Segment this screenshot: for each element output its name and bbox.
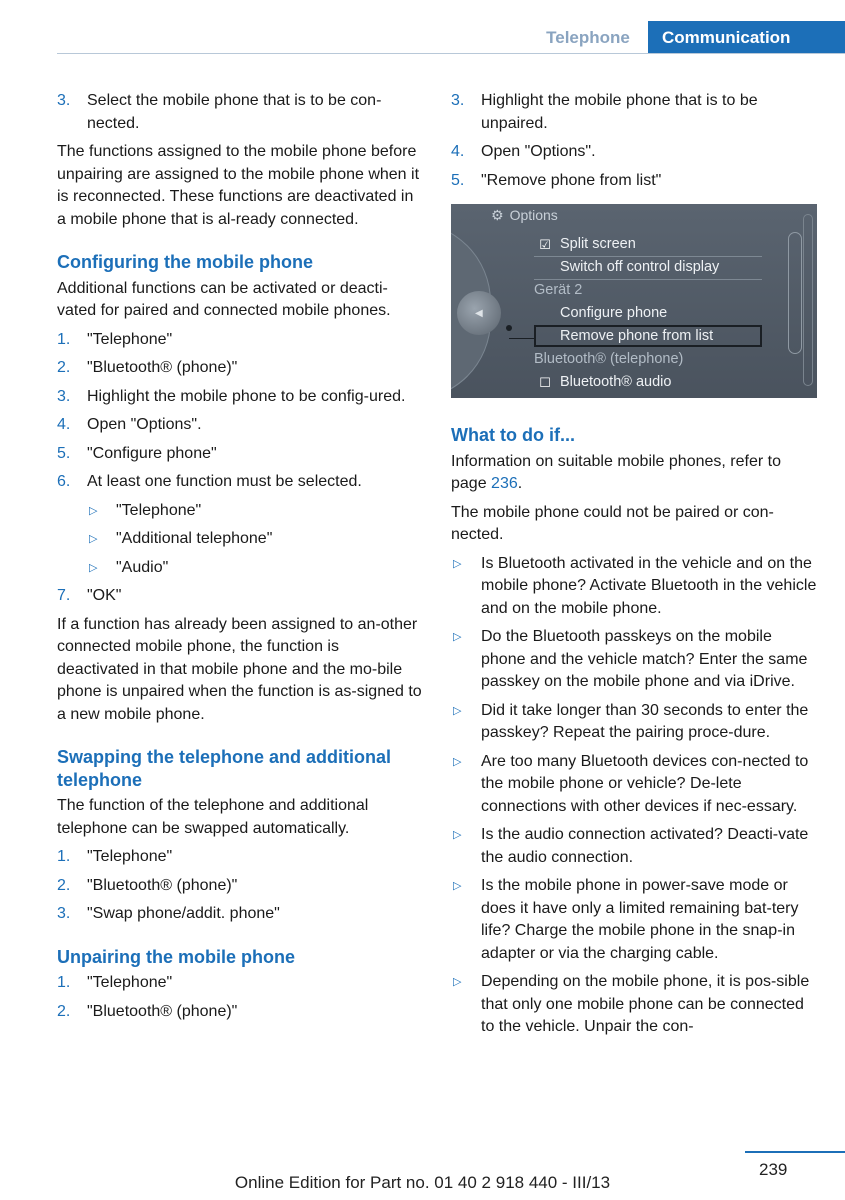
step-number: 6. (57, 473, 71, 490)
list-item (57, 585, 424, 608)
section-heading-unpair: Unpairing the mobile phone (57, 946, 295, 967)
options-icon: ⚙ (491, 207, 504, 223)
checkbox-checked-icon: ☑ (539, 237, 551, 252)
bullet-text: Is the mobile phone in power-save mode or does it have only a limited remaining bat-tery life? Charge the mobile phone in the snap-in adapter or via the charging cable. (481, 877, 799, 962)
section-heading-what-to-do: What to do if... (451, 425, 575, 445)
triangle-bullet-icon: ▷ (453, 631, 462, 643)
left-arrow-icon: ◀ (475, 308, 483, 319)
chapter-tab: Communication (648, 21, 845, 54)
step-text: Highlight the mobile phone to be config-ured. (87, 387, 406, 405)
triangle-bullet-icon: ▷ (453, 704, 462, 717)
step-number: 4. (57, 416, 71, 433)
paragraph: The functions assigned to the mobile phone before unpairing are assigned to the mobile phone when it is reconnected. These functions are deactivated in a mobile phone that is al-ready connected. (57, 143, 420, 228)
step-number: 1. (57, 974, 71, 991)
sub-item-text: "Additional telephone" (116, 530, 273, 547)
paragraph: Additional functions can be activated or deacti-vated for paired and connected mobile phones. (57, 279, 391, 319)
step-text: "Swap phone/addit. phone" (87, 905, 280, 922)
triangle-bullet-icon: ▷ (453, 976, 462, 988)
page-header (0, 0, 845, 60)
list-item (451, 553, 819, 621)
step-text: Select the mobile phone that is to be con-nected. (87, 92, 382, 132)
list-item (451, 626, 819, 694)
list-item (451, 141, 819, 164)
step-text: Open "Options". (87, 416, 202, 433)
paragraph: The function of the telephone and additional telephone can be swapped automatically. (57, 797, 369, 837)
step-text: At least one function must be selected. (87, 473, 362, 490)
list-item (57, 557, 424, 580)
section-heading-swap: Swapping the telephone and additional telephone (57, 747, 392, 790)
paragraph (451, 451, 819, 496)
bullet-text: Are too many Bluetooth devices con-nected to the mobile phone or vehicle? De-lete connections with other devices if nec-essary. (481, 752, 809, 815)
paragraph: The mobile phone could not be paired or con-nected. (451, 503, 774, 543)
step-text: Highlight the mobile phone that is to be unpaired. (481, 92, 758, 132)
list-item (57, 500, 424, 523)
step-text: Open "Options". (481, 143, 596, 160)
right-column (451, 90, 819, 1045)
step-text: "Bluetooth® (phone)" (87, 1002, 238, 1020)
menu-item-label: Bluetooth® audio (560, 374, 672, 390)
bullet-text: Is Bluetooth activated in the vehicle and on the mobile phone? Activate Bluetooth in the vehicle and on the mobile phone. (481, 554, 817, 617)
section-tab: Telephone (546, 28, 630, 47)
step-number: 1. (57, 848, 71, 865)
checkbox-unchecked-icon: ☐ (539, 375, 551, 390)
bullet-text: Is the audio connection activated? Deacti-vate the audio connection. (481, 826, 809, 866)
triangle-bullet-icon: ▷ (453, 829, 462, 841)
menu-item-bluetooth-audio[interactable] (534, 371, 762, 394)
page-number: 239 (759, 1160, 788, 1179)
menu-item-label: Split screen (560, 236, 636, 252)
step-number: 4. (451, 143, 465, 160)
step-number: 5. (57, 444, 71, 462)
step-text: "Configure phone" (87, 444, 217, 462)
step-text: "Bluetooth® (phone)" (87, 359, 238, 376)
list-item (57, 903, 424, 926)
list-item (451, 751, 819, 819)
sub-item-text: "Telephone" (116, 501, 202, 519)
triangle-bullet-icon: ▷ (453, 755, 462, 768)
list-item (57, 443, 424, 466)
list-item (57, 1001, 424, 1024)
list-item (57, 471, 424, 494)
list-item (451, 700, 819, 745)
step-text: "Bluetooth® (phone)" (87, 876, 238, 894)
pointer-line (509, 328, 534, 339)
step-number: 3. (451, 92, 465, 109)
menu-item-remove-phone-selected[interactable] (534, 325, 762, 347)
idrive-options-screenshot (451, 204, 817, 398)
scrollbar-track (788, 232, 802, 354)
triangle-bullet-icon: ▷ (453, 557, 462, 570)
bullet-text: Did it take longer than 30 seconds to enter the passkey? Repeat the pairing proce-dure. (481, 701, 809, 741)
list-item (57, 90, 424, 135)
info-text-end: . (517, 475, 523, 492)
list-item (57, 846, 424, 869)
list-item (57, 329, 424, 352)
list-item (57, 357, 424, 380)
triangle-bullet-icon: ▷ (89, 561, 98, 574)
step-text: "Telephone" (87, 974, 173, 991)
menu-item-label: Configure phone (560, 305, 668, 321)
list-item (451, 824, 819, 869)
triangle-bullet-icon: ▷ (89, 533, 98, 545)
step-text: "Remove phone from list" (481, 171, 662, 189)
info-text: Information on suitable mobile phones, refer to page (451, 452, 781, 492)
footer-divider (745, 1151, 845, 1153)
menu-item-switch-off-display[interactable] (534, 256, 762, 280)
edition-note: Online Edition for Part no. 01 40 2 918 440 - III/13 (234, 1173, 611, 1192)
step-number: 1. (57, 330, 71, 348)
step-number: 3. (57, 92, 71, 109)
menu-item-configure-phone[interactable] (534, 302, 762, 326)
paragraph: If a function has already been assigned to an-other connected mobile phone, the function is deactivated in that mobile phone and the mo-bile phone is unpaired when the function is as-signed to a new mobile phone. (57, 615, 422, 723)
triangle-bullet-icon: ▷ (453, 880, 462, 892)
page-link[interactable]: 236 (491, 475, 518, 492)
menu-item-label: Switch off control display (560, 259, 720, 275)
left-column (57, 90, 424, 1029)
step-number: 3. (57, 905, 71, 922)
bullet-text: Depending on the mobile phone, it is pos-sible that only one mobile phone can be connected to the vehicle. Unpair the con- (481, 973, 810, 1035)
step-number: 7. (57, 587, 71, 604)
list-item (451, 90, 819, 135)
screen-title-text: Options (509, 207, 558, 223)
step-number: 5. (451, 171, 465, 189)
menu-item-label: Remove phone from list (560, 328, 714, 344)
list-item (57, 386, 424, 409)
list-item (451, 875, 819, 965)
step-number: 3. (57, 387, 71, 405)
sub-item-text: "Audio" (116, 558, 169, 576)
list-item (57, 414, 424, 437)
menu-group-label: Gerät 2 (534, 282, 583, 298)
scrollbar-frame (803, 214, 813, 386)
header-divider (57, 53, 845, 54)
section-heading-configure: Configuring the mobile phone (57, 252, 313, 272)
step-number: 2. (57, 1002, 71, 1020)
step-number: 2. (57, 876, 71, 894)
step-text: "Telephone" (87, 848, 173, 865)
step-text: "OK" (87, 587, 122, 604)
step-number: 2. (57, 359, 71, 376)
screen-title (491, 204, 817, 226)
menu-item-split-screen[interactable] (534, 233, 762, 257)
menu-group-label: Bluetooth® (telephone) (534, 351, 684, 367)
list-item (57, 528, 424, 551)
step-text: "Telephone" (87, 330, 173, 348)
triangle-bullet-icon: ▷ (89, 504, 98, 517)
list-item (451, 170, 819, 193)
list-item (57, 972, 424, 995)
list-item (451, 971, 819, 1039)
bullet-text: Do the Bluetooth passkeys on the mobile phone and the vehicle match? Enter the same passkey on the mobile phone and via iDrive. (481, 628, 808, 690)
list-item (57, 875, 424, 898)
